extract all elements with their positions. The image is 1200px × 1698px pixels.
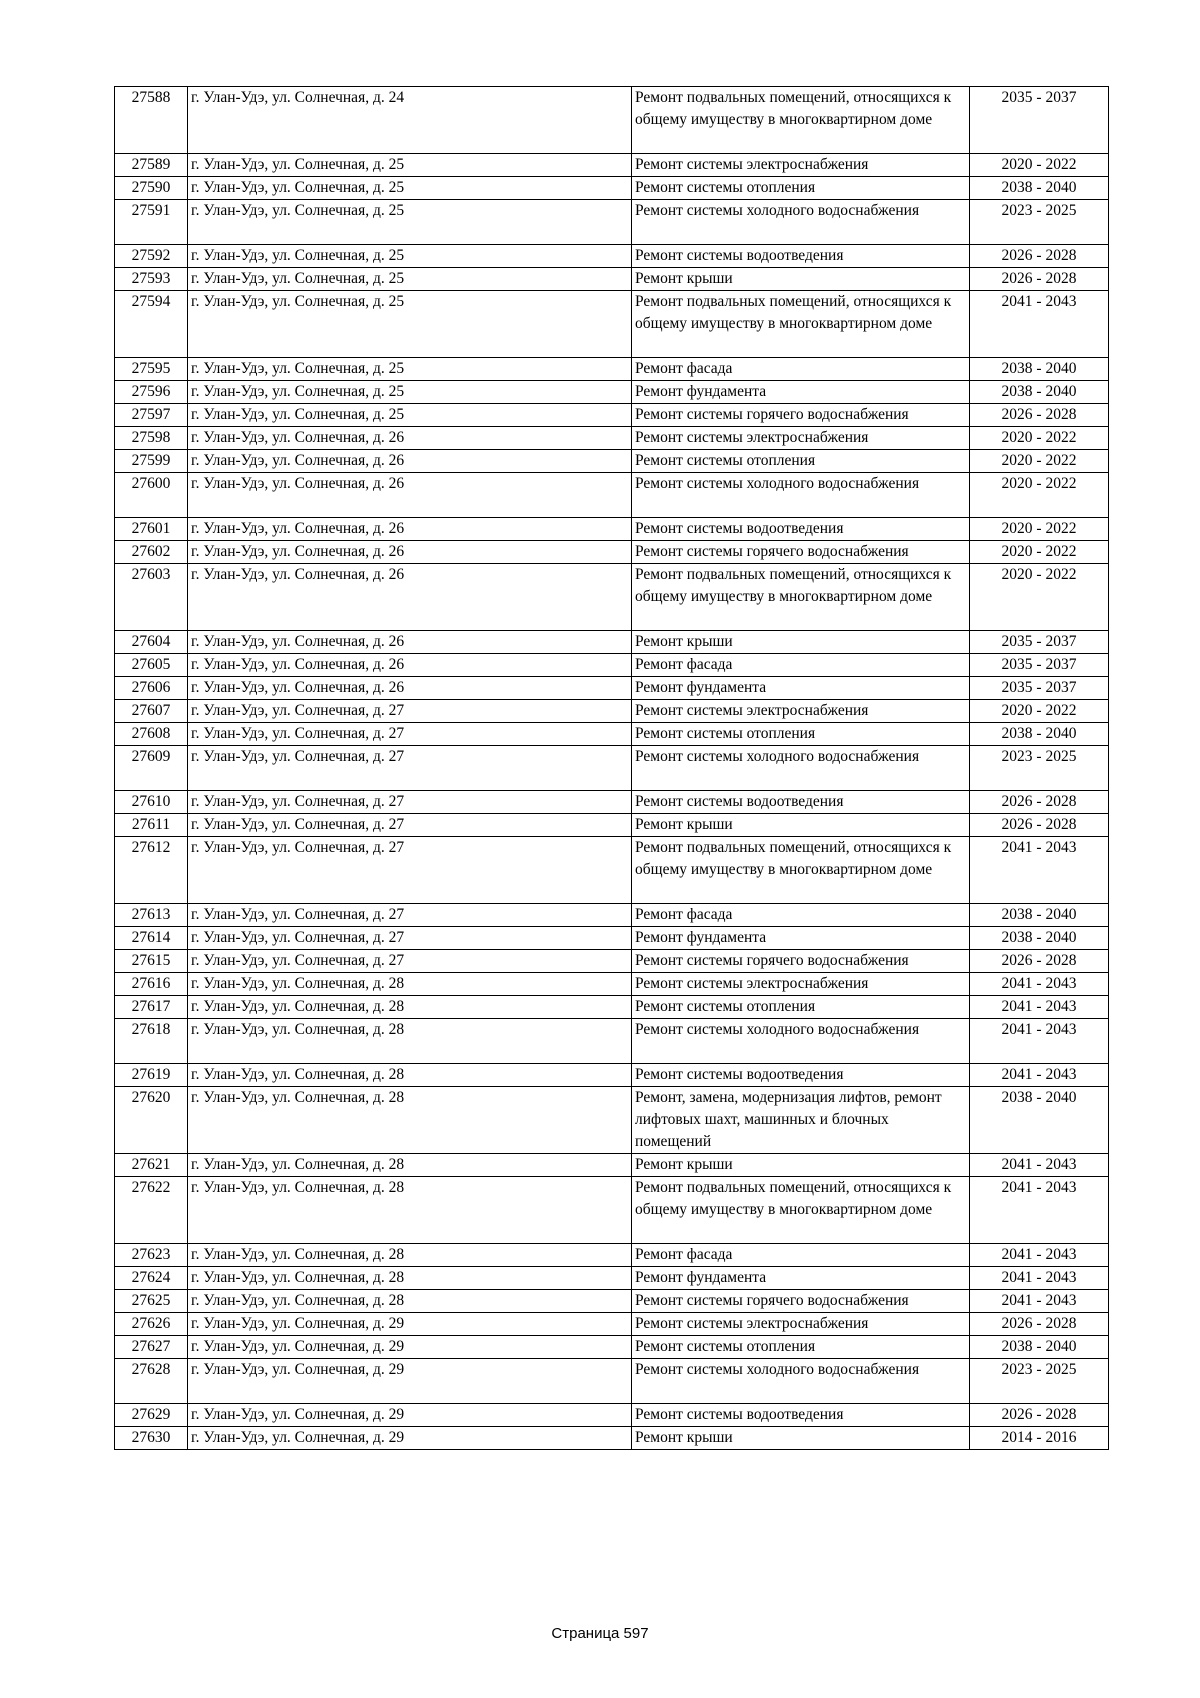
table-row	[115, 904, 1109, 927]
work-type-cell: Ремонт системы холодного водоснабжения	[632, 746, 970, 791]
work-type-cell: Ремонт системы отопления	[632, 450, 970, 473]
row-number-cell: 27609	[115, 746, 188, 791]
row-number-cell: 27594	[115, 291, 188, 358]
row-number-cell: 27606	[115, 677, 188, 700]
address-cell: г. Улан-Удэ, ул. Солнечная, д. 25	[188, 200, 632, 245]
row-number-cell: 27630	[115, 1427, 188, 1450]
table-row	[115, 1359, 1109, 1404]
period-cell: 2026 - 2028	[970, 791, 1109, 814]
period-cell: 2038 - 2040	[970, 927, 1109, 950]
table-row	[115, 291, 1109, 358]
table-row	[115, 631, 1109, 654]
period-cell: 2038 - 2040	[970, 177, 1109, 200]
address-cell: г. Улан-Удэ, ул. Солнечная, д. 27	[188, 927, 632, 950]
row-number-cell: 27598	[115, 427, 188, 450]
period-cell: 2020 - 2022	[970, 450, 1109, 473]
row-number-cell: 27617	[115, 996, 188, 1019]
period-cell: 2020 - 2022	[970, 154, 1109, 177]
work-type-cell: Ремонт системы горячего водоснабжения	[632, 1290, 970, 1313]
row-number-cell: 27601	[115, 518, 188, 541]
address-cell: г. Улан-Удэ, ул. Солнечная, д. 25	[188, 268, 632, 291]
period-cell: 2020 - 2022	[970, 427, 1109, 450]
period-cell: 2026 - 2028	[970, 1404, 1109, 1427]
work-type-cell: Ремонт системы электроснабжения	[632, 700, 970, 723]
work-type-cell: Ремонт крыши	[632, 268, 970, 291]
address-cell: г. Улан-Удэ, ул. Солнечная, д. 26	[188, 473, 632, 518]
period-cell: 2038 - 2040	[970, 1087, 1109, 1154]
work-type-cell: Ремонт системы холодного водоснабжения	[632, 473, 970, 518]
work-type-cell: Ремонт подвальных помещений, относящихся к общему имуществу в многоквартирном доме	[632, 1177, 970, 1244]
table-row	[115, 404, 1109, 427]
period-cell: 2041 - 2043	[970, 1177, 1109, 1244]
table-row	[115, 1154, 1109, 1177]
row-number-cell: 27618	[115, 1019, 188, 1064]
work-type-cell: Ремонт системы электроснабжения	[632, 973, 970, 996]
address-cell: г. Улан-Удэ, ул. Солнечная, д. 27	[188, 791, 632, 814]
table-row	[115, 654, 1109, 677]
address-cell: г. Улан-Удэ, ул. Солнечная, д. 28	[188, 996, 632, 1019]
table-row	[115, 200, 1109, 245]
row-number-cell: 27593	[115, 268, 188, 291]
address-cell: г. Улан-Удэ, ул. Солнечная, д. 27	[188, 746, 632, 791]
address-cell: г. Улан-Удэ, ул. Солнечная, д. 29	[188, 1404, 632, 1427]
table-row	[115, 1244, 1109, 1267]
work-type-cell: Ремонт системы отопления	[632, 723, 970, 746]
work-type-cell: Ремонт системы горячего водоснабжения	[632, 541, 970, 564]
work-type-cell: Ремонт подвальных помещений, относящихся к общему имуществу в многоквартирном доме	[632, 87, 970, 154]
address-cell: г. Улан-Удэ, ул. Солнечная, д. 26	[188, 541, 632, 564]
row-number-cell: 27595	[115, 358, 188, 381]
period-cell: 2014 - 2016	[970, 1427, 1109, 1450]
table-row	[115, 837, 1109, 904]
work-type-cell: Ремонт системы холодного водоснабжения	[632, 200, 970, 245]
table-row	[115, 814, 1109, 837]
table-row	[115, 1313, 1109, 1336]
table-row	[115, 723, 1109, 746]
address-cell: г. Улан-Удэ, ул. Солнечная, д. 27	[188, 814, 632, 837]
row-number-cell: 27627	[115, 1336, 188, 1359]
period-cell: 2035 - 2037	[970, 87, 1109, 154]
address-cell: г. Улан-Удэ, ул. Солнечная, д. 28	[188, 1087, 632, 1154]
row-number-cell: 27625	[115, 1290, 188, 1313]
work-type-cell: Ремонт системы горячего водоснабжения	[632, 950, 970, 973]
table-row	[115, 541, 1109, 564]
address-cell: г. Улан-Удэ, ул. Солнечная, д. 25	[188, 291, 632, 358]
table-row	[115, 746, 1109, 791]
address-cell: г. Улан-Удэ, ул. Солнечная, д. 26	[188, 427, 632, 450]
address-cell: г. Улан-Удэ, ул. Солнечная, д. 25	[188, 245, 632, 268]
address-cell: г. Улан-Удэ, ул. Солнечная, д. 26	[188, 518, 632, 541]
row-number-cell: 27621	[115, 1154, 188, 1177]
row-number-cell: 27623	[115, 1244, 188, 1267]
row-number-cell: 27607	[115, 700, 188, 723]
period-cell: 2020 - 2022	[970, 473, 1109, 518]
period-cell: 2020 - 2022	[970, 518, 1109, 541]
row-number-cell: 27597	[115, 404, 188, 427]
work-type-cell: Ремонт фасада	[632, 654, 970, 677]
row-number-cell: 27588	[115, 87, 188, 154]
work-type-cell: Ремонт системы водоотведения	[632, 518, 970, 541]
work-type-cell: Ремонт крыши	[632, 1154, 970, 1177]
address-cell: г. Улан-Удэ, ул. Солнечная, д. 27	[188, 723, 632, 746]
table-row	[115, 1427, 1109, 1450]
period-cell: 2041 - 2043	[970, 1019, 1109, 1064]
table-row	[115, 1087, 1109, 1154]
address-cell: г. Улан-Удэ, ул. Солнечная, д. 25	[188, 154, 632, 177]
address-cell: г. Улан-Удэ, ул. Солнечная, д. 27	[188, 950, 632, 973]
row-number-cell: 27608	[115, 723, 188, 746]
period-cell: 2041 - 2043	[970, 1244, 1109, 1267]
row-number-cell: 27591	[115, 200, 188, 245]
period-cell: 2026 - 2028	[970, 245, 1109, 268]
period-cell: 2041 - 2043	[970, 1154, 1109, 1177]
work-type-cell: Ремонт фасада	[632, 1244, 970, 1267]
work-type-cell: Ремонт фасада	[632, 358, 970, 381]
table-row	[115, 1064, 1109, 1087]
period-cell: 2023 - 2025	[970, 746, 1109, 791]
row-number-cell: 27592	[115, 245, 188, 268]
period-cell: 2041 - 2043	[970, 837, 1109, 904]
table-row	[115, 677, 1109, 700]
work-type-cell: Ремонт системы водоотведения	[632, 1404, 970, 1427]
table-row	[115, 1177, 1109, 1244]
table-body	[115, 87, 1109, 1450]
table-row	[115, 700, 1109, 723]
work-type-cell: Ремонт подвальных помещений, относящихся к общему имуществу в многоквартирном доме	[632, 564, 970, 631]
period-cell: 2035 - 2037	[970, 677, 1109, 700]
period-cell: 2026 - 2028	[970, 268, 1109, 291]
row-number-cell: 27619	[115, 1064, 188, 1087]
address-cell: г. Улан-Удэ, ул. Солнечная, д. 26	[188, 654, 632, 677]
table-row	[115, 154, 1109, 177]
row-number-cell: 27622	[115, 1177, 188, 1244]
table-row	[115, 1267, 1109, 1290]
work-type-cell: Ремонт системы холодного водоснабжения	[632, 1359, 970, 1404]
work-type-cell: Ремонт фундамента	[632, 381, 970, 404]
work-type-cell: Ремонт фундамента	[632, 927, 970, 950]
address-cell: г. Улан-Удэ, ул. Солнечная, д. 25	[188, 358, 632, 381]
row-number-cell: 27613	[115, 904, 188, 927]
address-cell: г. Улан-Удэ, ул. Солнечная, д. 28	[188, 1290, 632, 1313]
row-number-cell: 27605	[115, 654, 188, 677]
work-type-cell: Ремонт фундамента	[632, 677, 970, 700]
table-row	[115, 268, 1109, 291]
row-number-cell: 27604	[115, 631, 188, 654]
period-cell: 2026 - 2028	[970, 1313, 1109, 1336]
address-cell: г. Улан-Удэ, ул. Солнечная, д. 27	[188, 837, 632, 904]
period-cell: 2041 - 2043	[970, 1064, 1109, 1087]
row-number-cell: 27614	[115, 927, 188, 950]
address-cell: г. Улан-Удэ, ул. Солнечная, д. 26	[188, 631, 632, 654]
period-cell: 2023 - 2025	[970, 1359, 1109, 1404]
work-type-cell: Ремонт системы водоотведения	[632, 245, 970, 268]
table-row	[115, 564, 1109, 631]
work-type-cell: Ремонт системы отопления	[632, 177, 970, 200]
work-type-cell: Ремонт крыши	[632, 631, 970, 654]
row-number-cell: 27599	[115, 450, 188, 473]
table-row	[115, 973, 1109, 996]
work-type-cell: Ремонт системы отопления	[632, 996, 970, 1019]
address-cell: г. Улан-Удэ, ул. Солнечная, д. 25	[188, 404, 632, 427]
page-number: Страница 597	[551, 1625, 649, 1642]
table-row	[115, 450, 1109, 473]
table-row	[115, 518, 1109, 541]
period-cell: 2026 - 2028	[970, 404, 1109, 427]
period-cell: 2026 - 2028	[970, 814, 1109, 837]
row-number-cell: 27603	[115, 564, 188, 631]
row-number-cell: 27602	[115, 541, 188, 564]
row-number-cell: 27611	[115, 814, 188, 837]
row-number-cell: 27610	[115, 791, 188, 814]
period-cell: 2023 - 2025	[970, 200, 1109, 245]
table-row	[115, 358, 1109, 381]
row-number-cell: 27615	[115, 950, 188, 973]
period-cell: 2041 - 2043	[970, 1290, 1109, 1313]
period-cell: 2038 - 2040	[970, 358, 1109, 381]
address-cell: г. Улан-Удэ, ул. Солнечная, д. 27	[188, 904, 632, 927]
period-cell: 2038 - 2040	[970, 1336, 1109, 1359]
address-cell: г. Улан-Удэ, ул. Солнечная, д. 26	[188, 564, 632, 631]
row-number-cell: 27612	[115, 837, 188, 904]
address-cell: г. Улан-Удэ, ул. Солнечная, д. 25	[188, 381, 632, 404]
address-cell: г. Улан-Удэ, ул. Солнечная, д. 28	[188, 1154, 632, 1177]
address-cell: г. Улан-Удэ, ул. Солнечная, д. 27	[188, 700, 632, 723]
work-type-cell: Ремонт системы электроснабжения	[632, 154, 970, 177]
address-cell: г. Улан-Удэ, ул. Солнечная, д. 28	[188, 1019, 632, 1064]
period-cell: 2041 - 2043	[970, 1267, 1109, 1290]
work-type-cell: Ремонт системы горячего водоснабжения	[632, 404, 970, 427]
row-number-cell: 27590	[115, 177, 188, 200]
work-type-cell: Ремонт фасада	[632, 904, 970, 927]
table-row	[115, 1019, 1109, 1064]
address-cell: г. Улан-Удэ, ул. Солнечная, д. 28	[188, 973, 632, 996]
address-cell: г. Улан-Удэ, ул. Солнечная, д. 29	[188, 1427, 632, 1450]
period-cell: 2020 - 2022	[970, 564, 1109, 631]
address-cell: г. Улан-Удэ, ул. Солнечная, д. 28	[188, 1064, 632, 1087]
address-cell: г. Улан-Удэ, ул. Солнечная, д. 26	[188, 677, 632, 700]
work-type-cell: Ремонт системы холодного водоснабжения	[632, 1019, 970, 1064]
table-row	[115, 245, 1109, 268]
work-type-cell: Ремонт системы водоотведения	[632, 1064, 970, 1087]
period-cell: 2041 - 2043	[970, 996, 1109, 1019]
table-row	[115, 381, 1109, 404]
address-cell: г. Улан-Удэ, ул. Солнечная, д. 28	[188, 1267, 632, 1290]
period-cell: 2038 - 2040	[970, 381, 1109, 404]
address-cell: г. Улан-Удэ, ул. Солнечная, д. 28	[188, 1177, 632, 1244]
work-type-cell: Ремонт подвальных помещений, относящихся к общему имуществу в многоквартирном доме	[632, 837, 970, 904]
work-type-cell: Ремонт крыши	[632, 814, 970, 837]
address-cell: г. Улан-Удэ, ул. Солнечная, д. 29	[188, 1359, 632, 1404]
table-row	[115, 791, 1109, 814]
work-type-cell: Ремонт подвальных помещений, относящихся к общему имуществу в многоквартирном доме	[632, 291, 970, 358]
period-cell: 2020 - 2022	[970, 700, 1109, 723]
address-cell: г. Улан-Удэ, ул. Солнечная, д. 29	[188, 1336, 632, 1359]
period-cell: 2026 - 2028	[970, 950, 1109, 973]
row-number-cell: 27616	[115, 973, 188, 996]
row-number-cell: 27596	[115, 381, 188, 404]
work-type-cell: Ремонт фундамента	[632, 1267, 970, 1290]
row-number-cell: 27620	[115, 1087, 188, 1154]
address-cell: г. Улан-Удэ, ул. Солнечная, д. 25	[188, 177, 632, 200]
table-row	[115, 177, 1109, 200]
row-number-cell: 27600	[115, 473, 188, 518]
address-cell: г. Улан-Удэ, ул. Солнечная, д. 28	[188, 1244, 632, 1267]
table-row	[115, 1336, 1109, 1359]
period-cell: 2038 - 2040	[970, 904, 1109, 927]
row-number-cell: 27626	[115, 1313, 188, 1336]
period-cell: 2041 - 2043	[970, 973, 1109, 996]
work-type-cell: Ремонт системы электроснабжения	[632, 427, 970, 450]
table-row	[115, 87, 1109, 154]
row-number-cell: 27624	[115, 1267, 188, 1290]
address-cell: г. Улан-Удэ, ул. Солнечная, д. 29	[188, 1313, 632, 1336]
period-cell: 2041 - 2043	[970, 291, 1109, 358]
table-row	[115, 427, 1109, 450]
row-number-cell: 27589	[115, 154, 188, 177]
table-row	[115, 950, 1109, 973]
period-cell: 2020 - 2022	[970, 541, 1109, 564]
work-type-cell: Ремонт системы отопления	[632, 1336, 970, 1359]
row-number-cell: 27628	[115, 1359, 188, 1404]
period-cell: 2038 - 2040	[970, 723, 1109, 746]
work-type-cell: Ремонт системы водоотведения	[632, 791, 970, 814]
work-type-cell: Ремонт крыши	[632, 1427, 970, 1450]
address-cell: г. Улан-Удэ, ул. Солнечная, д. 26	[188, 450, 632, 473]
table-row	[115, 927, 1109, 950]
table-row	[115, 473, 1109, 518]
period-cell: 2035 - 2037	[970, 631, 1109, 654]
table-row	[115, 1404, 1109, 1427]
address-cell: г. Улан-Удэ, ул. Солнечная, д. 24	[188, 87, 632, 154]
work-type-cell: Ремонт, замена, модернизация лифтов, ремонт лифтовых шахт, машинных и блочных помещений	[632, 1087, 970, 1154]
row-number-cell: 27629	[115, 1404, 188, 1427]
work-type-cell: Ремонт системы электроснабжения	[632, 1313, 970, 1336]
table-row	[115, 996, 1109, 1019]
work-schedule-table	[114, 86, 1109, 1450]
table-row	[115, 1290, 1109, 1313]
period-cell: 2035 - 2037	[970, 654, 1109, 677]
